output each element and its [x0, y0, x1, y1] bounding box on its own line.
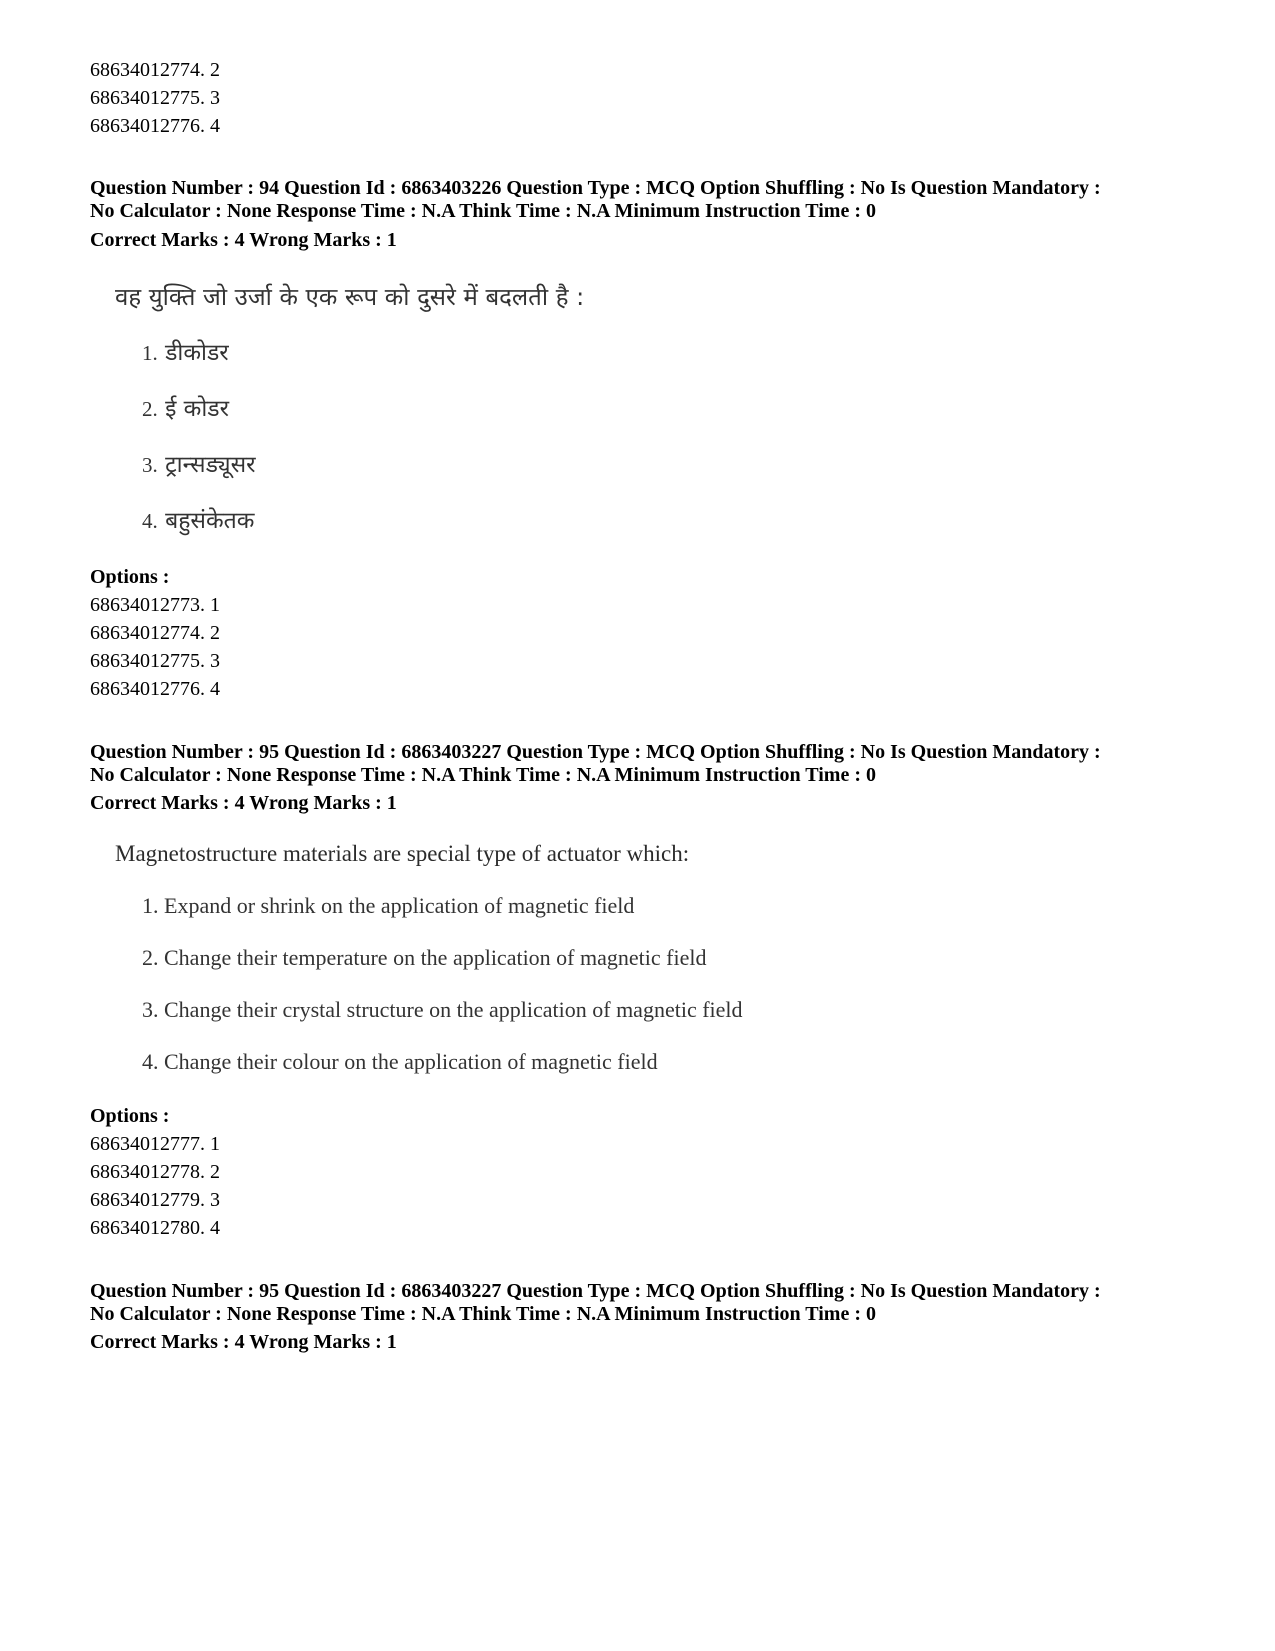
- marks-line: Correct Marks : 4 Wrong Marks : 1: [90, 1331, 397, 1353]
- question-meta: No Calculator : None Response Time : N.A Think Time : N.A Minimum Instruction Time : 0: [90, 1303, 876, 1325]
- option-line: 68634012779. 3: [90, 1189, 220, 1211]
- choice-number: 3.: [142, 453, 158, 477]
- options-label: Options :: [90, 1105, 170, 1127]
- option-line: 68634012774. 2: [90, 622, 220, 644]
- marks-line: Correct Marks : 4 Wrong Marks : 1: [90, 792, 397, 814]
- question-meta: Question Number : 94 Question Id : 6863403226 Question Type : MCQ Option Shuffling : No Is Question Mandatory :: [90, 177, 1101, 199]
- option-line: 68634012776. 4: [90, 115, 220, 137]
- marks-line: Correct Marks : 4 Wrong Marks : 1: [90, 229, 397, 251]
- choice-item: [142, 506, 254, 536]
- choice-item: 3. Change their crystal structure on the application of magnetic field: [142, 997, 743, 1022]
- choice-number: 1.: [142, 341, 158, 365]
- choice-text: बहुसंकेतक: [165, 508, 255, 534]
- choice-number: 4.: [142, 509, 158, 533]
- option-line: 68634012775. 3: [90, 650, 220, 672]
- question-meta: Question Number : 95 Question Id : 6863403227 Question Type : MCQ Option Shuffling : No Is Question Mandatory :: [90, 741, 1101, 763]
- question-text: Magnetostructure materials are special type of actuator which:: [115, 841, 690, 866]
- choice-text: ई कोडर: [165, 396, 229, 422]
- choice-text: ट्रान्सड्यूसर: [165, 452, 256, 478]
- choice-item: [142, 394, 229, 424]
- choice-item: 4. Change their colour on the application of magnetic field: [142, 1049, 658, 1074]
- option-line: 68634012774. 2: [90, 59, 220, 81]
- question-meta: No Calculator : None Response Time : N.A Think Time : N.A Minimum Instruction Time : 0: [90, 764, 876, 786]
- question-text: वह युक्ति जो उर्जा के एक रूप को दुसरे में बदलती है :: [115, 283, 585, 311]
- choice-item: [142, 338, 229, 368]
- choice-item: 1. Expand or shrink on the application of magnetic field: [142, 893, 635, 918]
- choice-number: 2.: [142, 397, 158, 421]
- option-line: 68634012778. 2: [90, 1161, 220, 1183]
- question-meta: No Calculator : None Response Time : N.A Think Time : N.A Minimum Instruction Time : 0: [90, 200, 876, 222]
- option-line: 68634012780. 4: [90, 1217, 220, 1239]
- option-line: 68634012775. 3: [90, 87, 220, 109]
- choice-text: डीकोडर: [165, 340, 229, 366]
- option-line: 68634012777. 1: [90, 1133, 220, 1155]
- choice-item: [142, 450, 256, 480]
- option-line: 68634012776. 4: [90, 678, 220, 700]
- choice-item: 2. Change their temperature on the application of magnetic field: [142, 945, 707, 970]
- options-label: Options :: [90, 566, 170, 588]
- option-line: 68634012773. 1: [90, 594, 220, 616]
- question-meta: Question Number : 95 Question Id : 6863403227 Question Type : MCQ Option Shuffling : No Is Question Mandatory :: [90, 1280, 1101, 1302]
